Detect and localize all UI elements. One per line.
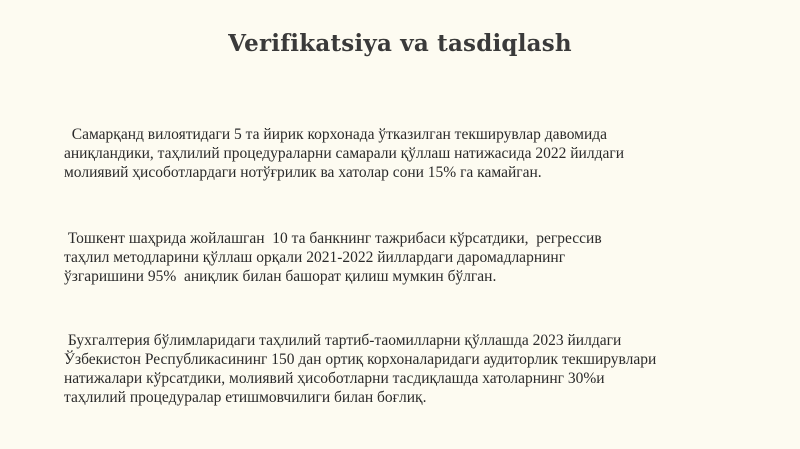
paragraph-line: Бухгалтерия бўлимларидаги таҳлилий тартиб-таомилларни қўллашда 2023 йилдаги [64, 332, 622, 349]
paragraph-line: ўзгаришини 95% аниқлик билан башорат қилиш мумкин бўлган. [64, 268, 497, 285]
paragraph-tashkent [64, 229, 774, 286]
paragraph-line: Ўзбекистон Республикасининг 150 дан ортиқ корхоналаридаги аудиторлик текширувлари [64, 351, 657, 368]
paragraph-line: молиявий ҳисоботлардаги нотўғрилик ва хатолар сони 15% га камайган. [64, 164, 542, 181]
paragraph-line: таҳлилий процедуралар етишмовчилиги билан боғлиқ. [64, 389, 427, 406]
paragraph-line: натижалари кўрсатдики, молиявий ҳисоботларни тасдиқлашда хатоларнинг 30%и [64, 370, 605, 387]
paragraph-samarkand [64, 125, 774, 182]
paragraph-line: аниқландики, таҳлилий процедураларни самарали қўллаш натижасида 2022 йилдаги [64, 145, 624, 162]
paragraph-line: таҳлил методларини қўллаш орқали 2021-2022 йиллардаги даромадларнинг [64, 249, 566, 266]
slide-title: Verifikatsiya va tasdiqlash [228, 30, 572, 57]
paragraph-line: Тошкент шаҳрида жойлашган 10 та банкнинг тажрибаси кўрсатдики, регрессив [64, 230, 602, 247]
paragraph-line: Самарқанд вилоятидаги 5 та йирик корхонада ўтказилган текширувлар давомида [64, 126, 608, 143]
paragraph-accounting [64, 331, 774, 407]
